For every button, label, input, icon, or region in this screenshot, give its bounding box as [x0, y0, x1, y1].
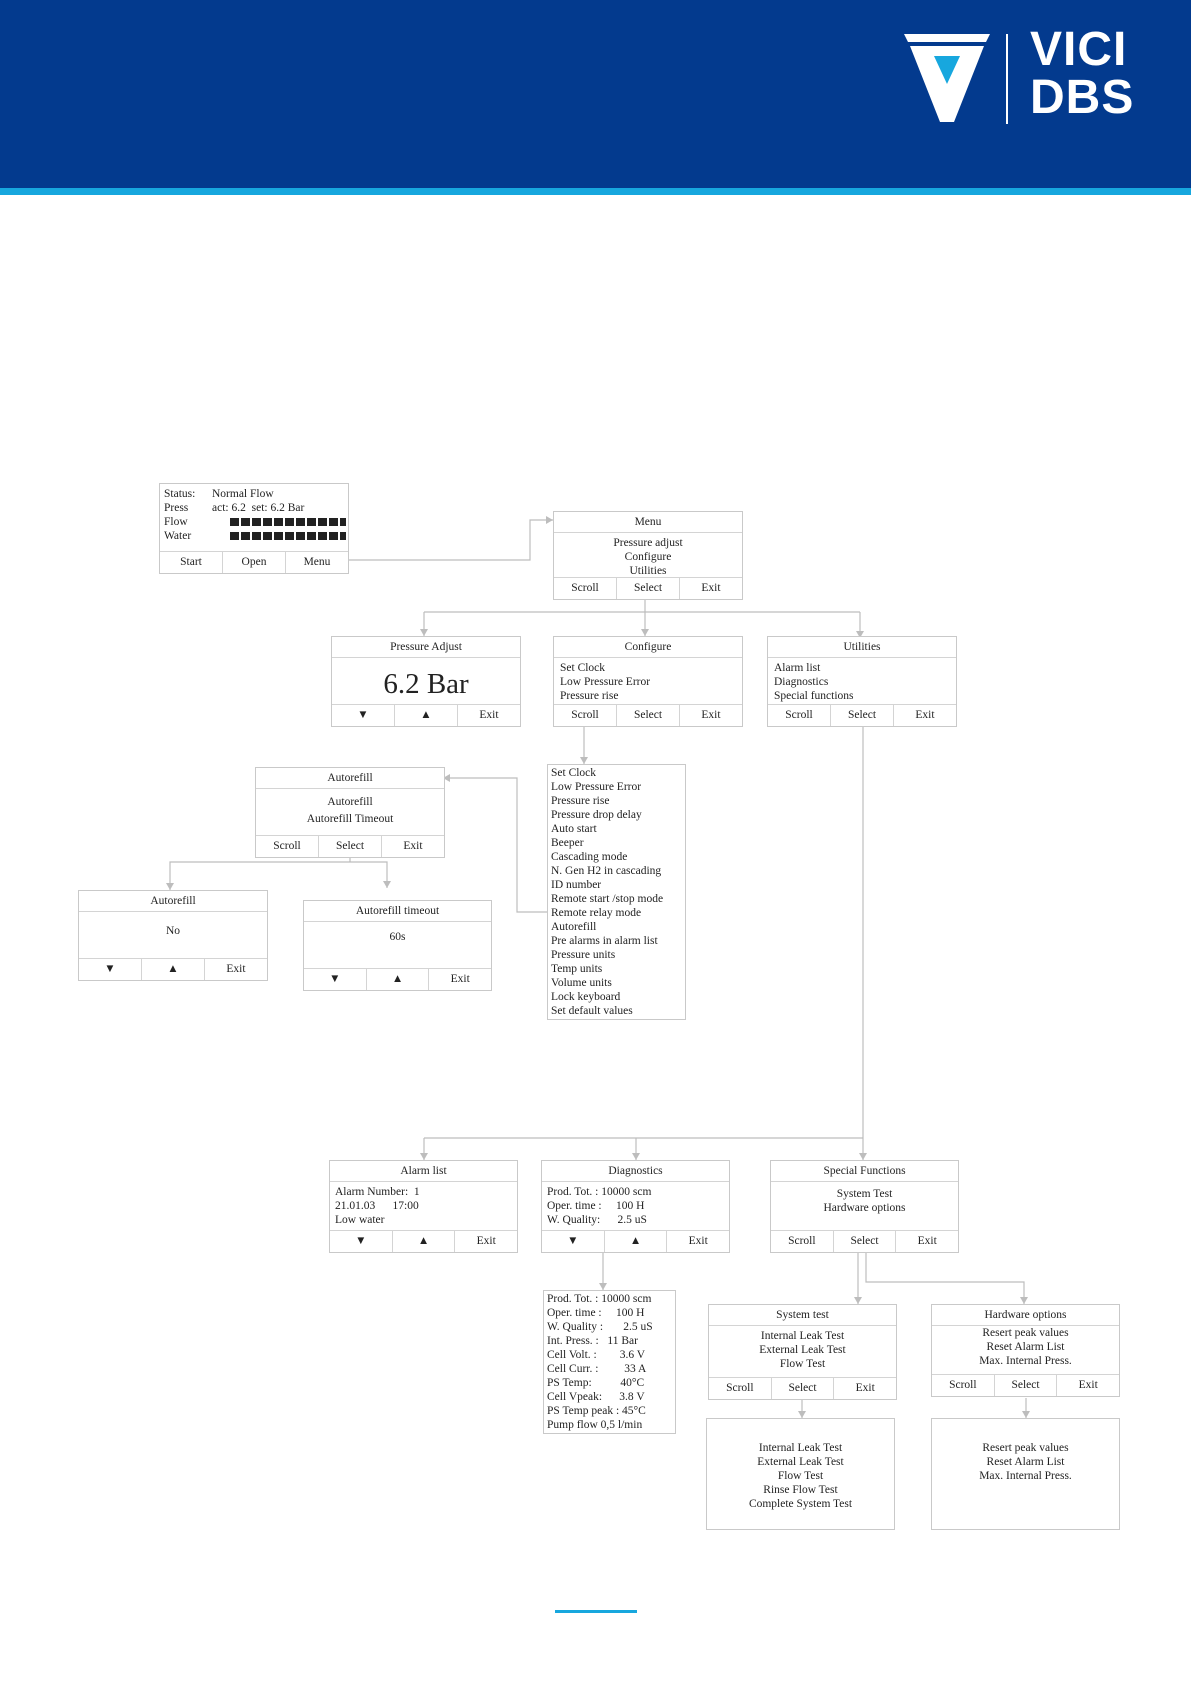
configure-option-item: Pressure rise [551, 795, 610, 807]
system-test-item-internal-leak: Internal Leak Test [760, 1330, 845, 1342]
scroll-button[interactable]: Scroll [571, 709, 599, 721]
configure-option-item: Pressure units [551, 949, 616, 961]
configure-option-item: Remote start /stop mode [551, 893, 664, 905]
diag-oper-time: Oper. time : 100 H [547, 1200, 645, 1212]
system-test-option: Rinse Flow Test [763, 1484, 838, 1496]
configure-option-item: Auto start [551, 823, 597, 835]
alarm-description-line: Low water [335, 1214, 385, 1226]
main-screen-buttons [160, 551, 348, 573]
menu-title: Menu [554, 512, 742, 533]
hardware-option: Resert peak values [982, 1442, 1069, 1454]
water-label: Water [164, 530, 192, 542]
configure-option-item: Cascading mode [551, 851, 628, 863]
exit-button[interactable]: Exit [428, 969, 491, 990]
configure-options-list [547, 764, 686, 1020]
select-button[interactable]: Select [994, 1375, 1057, 1396]
configure-item-set-clock: Set Clock [560, 662, 606, 674]
system-test-option: Flow Test [777, 1470, 824, 1482]
configure-option-item: Beeper [551, 837, 584, 849]
menu-item-configure: Configure [624, 551, 672, 563]
scroll-button[interactable]: Scroll [726, 1382, 754, 1394]
exit-button[interactable]: Exit [895, 1231, 958, 1252]
hardware-options-detail-box [931, 1418, 1120, 1530]
diagnostics-value-line: PS Temp peak : 45°C [547, 1405, 646, 1417]
diagnostics-values-list [543, 1290, 676, 1434]
system-test-option: Complete System Test [748, 1498, 853, 1510]
exit-button[interactable]: Exit [679, 578, 742, 599]
up-arrow-button[interactable]: ▲ [604, 1231, 667, 1252]
configure-option-item: Low Pressure Error [551, 781, 642, 793]
autorefill-menu-item-autorefill: Autorefill [327, 796, 373, 808]
flow-bar-indicator [230, 518, 346, 526]
press-act: act: 6.2 [212, 502, 246, 514]
utilities-box [767, 636, 957, 727]
down-arrow-button[interactable]: ▼ [355, 1235, 367, 1247]
pressure-adjust-box [331, 636, 521, 727]
down-arrow-button[interactable]: ▼ [567, 1235, 579, 1247]
exit-button[interactable]: Exit [666, 1231, 729, 1252]
logo-line2: DBS [1030, 71, 1135, 124]
menu-button[interactable]: Menu [285, 552, 348, 573]
status-label: Status: [164, 488, 196, 500]
diagnostics-value-line: W. Quality : 2.5 uS [547, 1321, 653, 1333]
footer-accent-line [555, 1610, 637, 1613]
system-test-title: System test [709, 1305, 896, 1326]
pressure-value: 6.2 Bar [383, 668, 469, 700]
diagnostics-value-line: Int. Press. : 11 Bar [547, 1335, 638, 1347]
down-arrow-button[interactable]: ▼ [357, 709, 369, 721]
diagnostics-value-line: Cell Volt. : 3.6 V [547, 1349, 646, 1361]
configure-option-item: Volume units [551, 977, 612, 989]
select-button[interactable]: Select [616, 578, 679, 599]
configure-option-item: Temp units [551, 963, 603, 975]
exit-button[interactable]: Exit [1056, 1375, 1119, 1396]
configure-item-pressure-rise: Pressure rise [560, 690, 619, 702]
alarm-number-line: Alarm Number: 1 [335, 1186, 420, 1198]
exit-button[interactable]: Exit [457, 705, 520, 726]
menu-box [553, 511, 743, 600]
press-label: Press [164, 502, 189, 514]
scroll-button[interactable]: Scroll [788, 1235, 816, 1247]
configure-option-item: N. Gen H2 in cascading [551, 865, 662, 877]
utilities-title: Utilities [768, 637, 956, 658]
hardware-item-reset-peak: Resert peak values [982, 1327, 1069, 1339]
scroll-button[interactable]: Scroll [273, 840, 301, 852]
alarm-list-box [329, 1160, 518, 1253]
system-test-item-external-leak: External Leak Test [759, 1344, 846, 1356]
special-functions-box [770, 1160, 959, 1253]
hardware-item-reset-alarm-list: Reset Alarm List [986, 1341, 1065, 1353]
utilities-item-alarm-list: Alarm list [774, 662, 821, 674]
exit-button[interactable]: Exit [454, 1231, 517, 1252]
configure-option-item: Autorefill [551, 921, 597, 933]
configure-option-item: Pre alarms in alarm list [551, 935, 658, 947]
select-button[interactable]: Select [833, 1231, 896, 1252]
menu-item-utilities: Utilities [629, 565, 667, 577]
logo-line1: VICI [1030, 23, 1128, 76]
hardware-options-box [931, 1304, 1120, 1397]
exit-button[interactable]: Exit [679, 705, 742, 726]
configure-option-item: Pressure drop delay [551, 809, 642, 821]
scroll-button[interactable]: Scroll [785, 709, 813, 721]
up-arrow-button[interactable]: ▲ [366, 969, 429, 990]
system-test-box [708, 1304, 897, 1400]
pressure-adjust-title: Pressure Adjust [332, 637, 520, 658]
select-button[interactable]: Select [616, 705, 679, 726]
diagnostics-box [541, 1160, 730, 1253]
press-set: set: 6.2 Bar [251, 502, 305, 514]
status-row [164, 487, 344, 501]
up-arrow-button[interactable]: ▲ [392, 1231, 455, 1252]
alarm-date-line: 21.01.03 17:00 [335, 1200, 419, 1212]
press-row [164, 501, 344, 515]
special-item-hardware-options: Hardware options [823, 1202, 906, 1214]
status-value: Normal Flow [212, 488, 274, 500]
select-button[interactable]: Select [318, 836, 381, 857]
water-row [164, 529, 344, 543]
utilities-item-diagnostics: Diagnostics [774, 676, 829, 688]
system-test-option: External Leak Test [757, 1456, 844, 1468]
scroll-button[interactable]: Scroll [571, 582, 599, 594]
hardware-option: Reset Alarm List [986, 1456, 1065, 1468]
autorefill-setting-value: No [165, 925, 181, 937]
diagnostics-value-line: Cell Vpeak: 3.8 V [547, 1391, 645, 1403]
diagnostics-value-line: Prod. Tot. : 10000 scm [547, 1293, 652, 1305]
autorefill-setting-box [78, 890, 268, 981]
start-button[interactable]: Start [180, 556, 202, 568]
diag-water-quality: W. Quality: 2.5 uS [547, 1214, 647, 1226]
system-test-detail-box [706, 1418, 895, 1530]
select-button[interactable]: Select [771, 1378, 834, 1399]
configure-item-low-pressure-error: Low Pressure Error [560, 676, 651, 688]
diagnostics-value-line: Cell Curr. : 33 A [547, 1363, 647, 1375]
exit-button[interactable]: Exit [204, 959, 267, 980]
hardware-option: Max. Internal Press. [979, 1470, 1072, 1482]
scroll-button[interactable]: Scroll [949, 1379, 977, 1391]
alarm-list-title: Alarm list [330, 1161, 517, 1182]
configure-option-item: Set default values [551, 1005, 633, 1017]
system-test-option: Internal Leak Test [758, 1442, 843, 1454]
autorefill-menu-box [255, 767, 445, 858]
configure-title: Configure [554, 637, 742, 658]
diagnostics-value-line: PS Temp: 40°C [547, 1377, 645, 1389]
up-arrow-button[interactable]: ▲ [394, 705, 457, 726]
exit-button[interactable]: Exit [833, 1378, 896, 1399]
configure-option-item: Remote relay mode [551, 907, 642, 919]
system-test-item-flow-test: Flow Test [779, 1358, 826, 1370]
configure-option-item: ID number [551, 879, 602, 891]
exit-button[interactable]: Exit [381, 836, 444, 857]
exit-button[interactable]: Exit [893, 705, 956, 726]
menu-item-pressure-adjust: Pressure adjust [613, 537, 683, 549]
water-bar-indicator [230, 532, 346, 540]
configure-box [553, 636, 743, 727]
special-item-system-test: System Test [836, 1188, 893, 1200]
flow-label: Flow [164, 516, 188, 528]
main-screen-box [159, 483, 349, 574]
diag-prod-tot: Prod. Tot. : 10000 scm [547, 1186, 652, 1198]
autorefill-timeout-value: 60s [389, 931, 406, 943]
hardware-item-max-internal-press: Max. Internal Press. [979, 1355, 1072, 1367]
select-button[interactable]: Select [830, 705, 893, 726]
autorefill-setting-title: Autorefill [79, 891, 267, 912]
configure-option-item: Lock keyboard [551, 991, 621, 1003]
autorefill-menu-item-timeout: Autorefill Timeout [306, 813, 394, 825]
up-arrow-button[interactable]: ▲ [141, 959, 204, 980]
special-functions-title: Special Functions [771, 1161, 958, 1182]
down-arrow-button[interactable]: ▼ [329, 973, 341, 985]
diagnostics-title: Diagnostics [542, 1161, 729, 1182]
autorefill-timeout-title: Autorefill timeout [304, 901, 491, 922]
autorefill-timeout-box [303, 900, 492, 991]
utilities-item-special-functions: Special functions [774, 690, 854, 702]
diagnostics-value-line: Oper. time : 100 H [547, 1307, 645, 1319]
autorefill-menu-title: Autorefill [256, 768, 444, 789]
flow-row [164, 515, 344, 529]
open-button[interactable]: Open [222, 552, 285, 573]
down-arrow-button[interactable]: ▼ [104, 963, 116, 975]
configure-option-item: Set Clock [551, 767, 597, 779]
diagnostics-value-line: Pump flow 0,5 l/min [547, 1419, 643, 1431]
hardware-options-title: Hardware options [932, 1305, 1119, 1326]
